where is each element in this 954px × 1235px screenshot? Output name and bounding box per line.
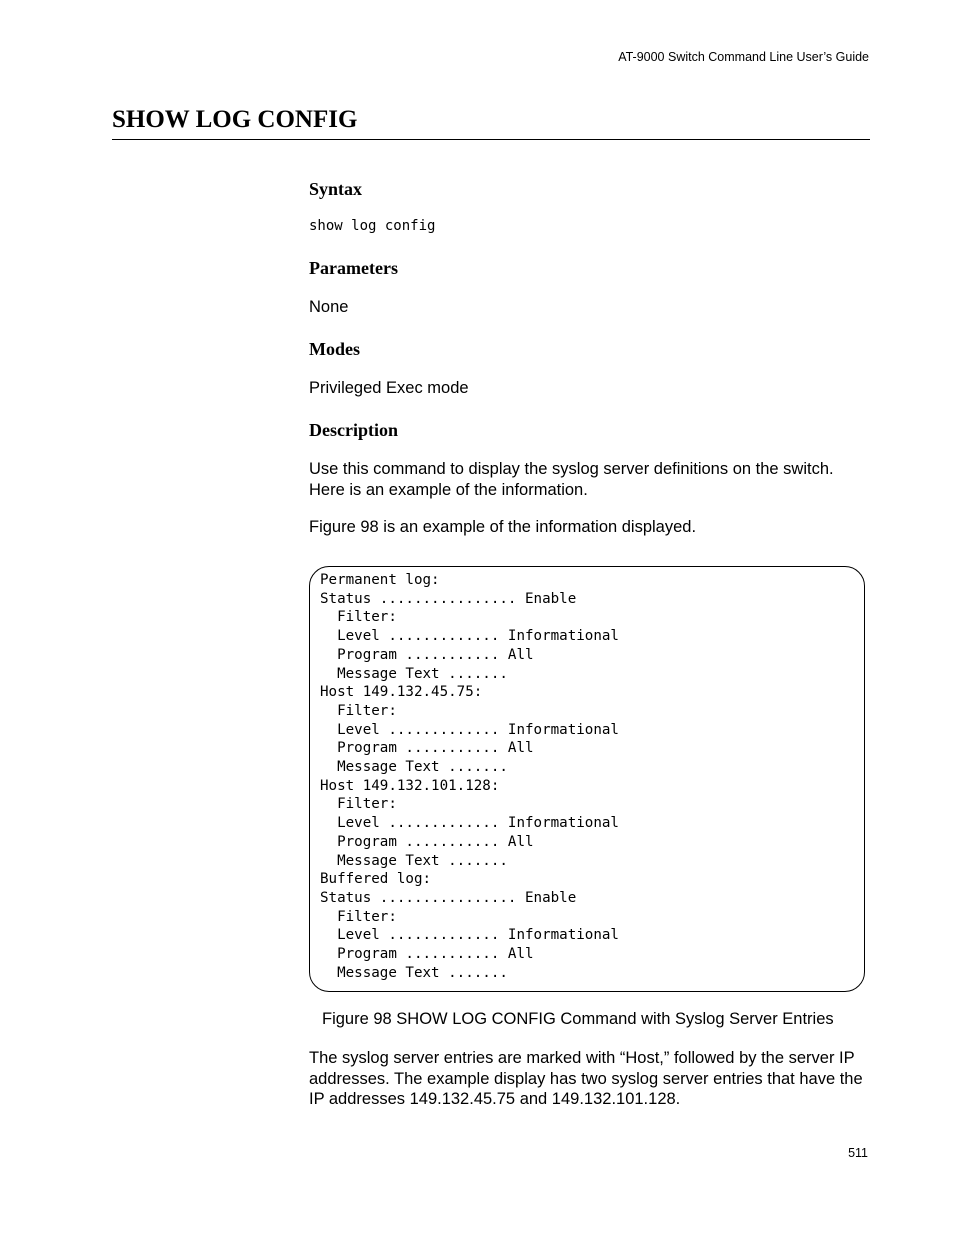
output-line: Program ........... All: [320, 646, 534, 663]
output-line: Host 149.132.101.128:: [320, 777, 500, 794]
output-line: Message Text .......: [320, 964, 508, 981]
page-number: 511: [848, 1146, 868, 1160]
figure-caption: Figure 98 SHOW LOG CONFIG Command with Syslog Server Entries: [322, 1010, 834, 1028]
figure-98-box: [309, 566, 865, 992]
output-line: Level ............. Informational: [320, 628, 619, 645]
output-line: Level ............. Informational: [320, 927, 619, 944]
page-title: SHOW LOG CONFIG: [112, 106, 358, 133]
running-header: AT-9000 Switch Command Line User’s Guide: [618, 50, 869, 64]
syntax-heading: Syntax: [309, 179, 363, 199]
output-line: Filter:: [320, 796, 397, 813]
output-line: Status ................ Enable: [320, 889, 577, 906]
closing-paragraph: The syslog server entries are marked with “Host,” followed by the server IP addresses. The example display has two syslog server entries that have the IP addresses 149.132.45.75 and 149.132.101.128.: [309, 1049, 863, 1108]
modes-text: Privileged Exec mode: [309, 379, 469, 397]
output-line: Message Text .......: [320, 665, 508, 682]
output-line: Filter:: [320, 908, 397, 925]
syntax-command: show log config: [309, 218, 436, 234]
output-line: Status ................ Enable: [320, 590, 577, 607]
title-divider: [112, 139, 870, 140]
figure-reference-paragraph: Figure 98 is an example of the information displayed.: [309, 518, 697, 536]
output-line: Filter:: [320, 702, 397, 719]
output-line: Message Text .......: [320, 759, 508, 776]
output-line: Permanent log:: [320, 572, 440, 588]
command-output: [320, 571, 619, 982]
output-line: Message Text .......: [320, 852, 508, 869]
parameters-heading: Parameters: [309, 258, 398, 278]
description-heading: Description: [309, 420, 398, 440]
parameters-text: None: [309, 298, 349, 316]
output-line: Program ........... All: [320, 833, 534, 850]
output-line: Level ............. Informational: [320, 815, 619, 832]
output-line: Program ........... All: [320, 946, 534, 963]
output-line: Buffered log:: [320, 871, 432, 888]
output-line: Host 149.132.45.75:: [320, 684, 483, 701]
output-line: Level ............. Informational: [320, 721, 619, 738]
output-line: Filter:: [320, 609, 397, 626]
description-paragraph: Use this command to display the syslog server definitions on the switch. Here is an example of the information.: [309, 460, 834, 499]
modes-heading: Modes: [309, 339, 360, 359]
output-line: Program ........... All: [320, 740, 534, 757]
